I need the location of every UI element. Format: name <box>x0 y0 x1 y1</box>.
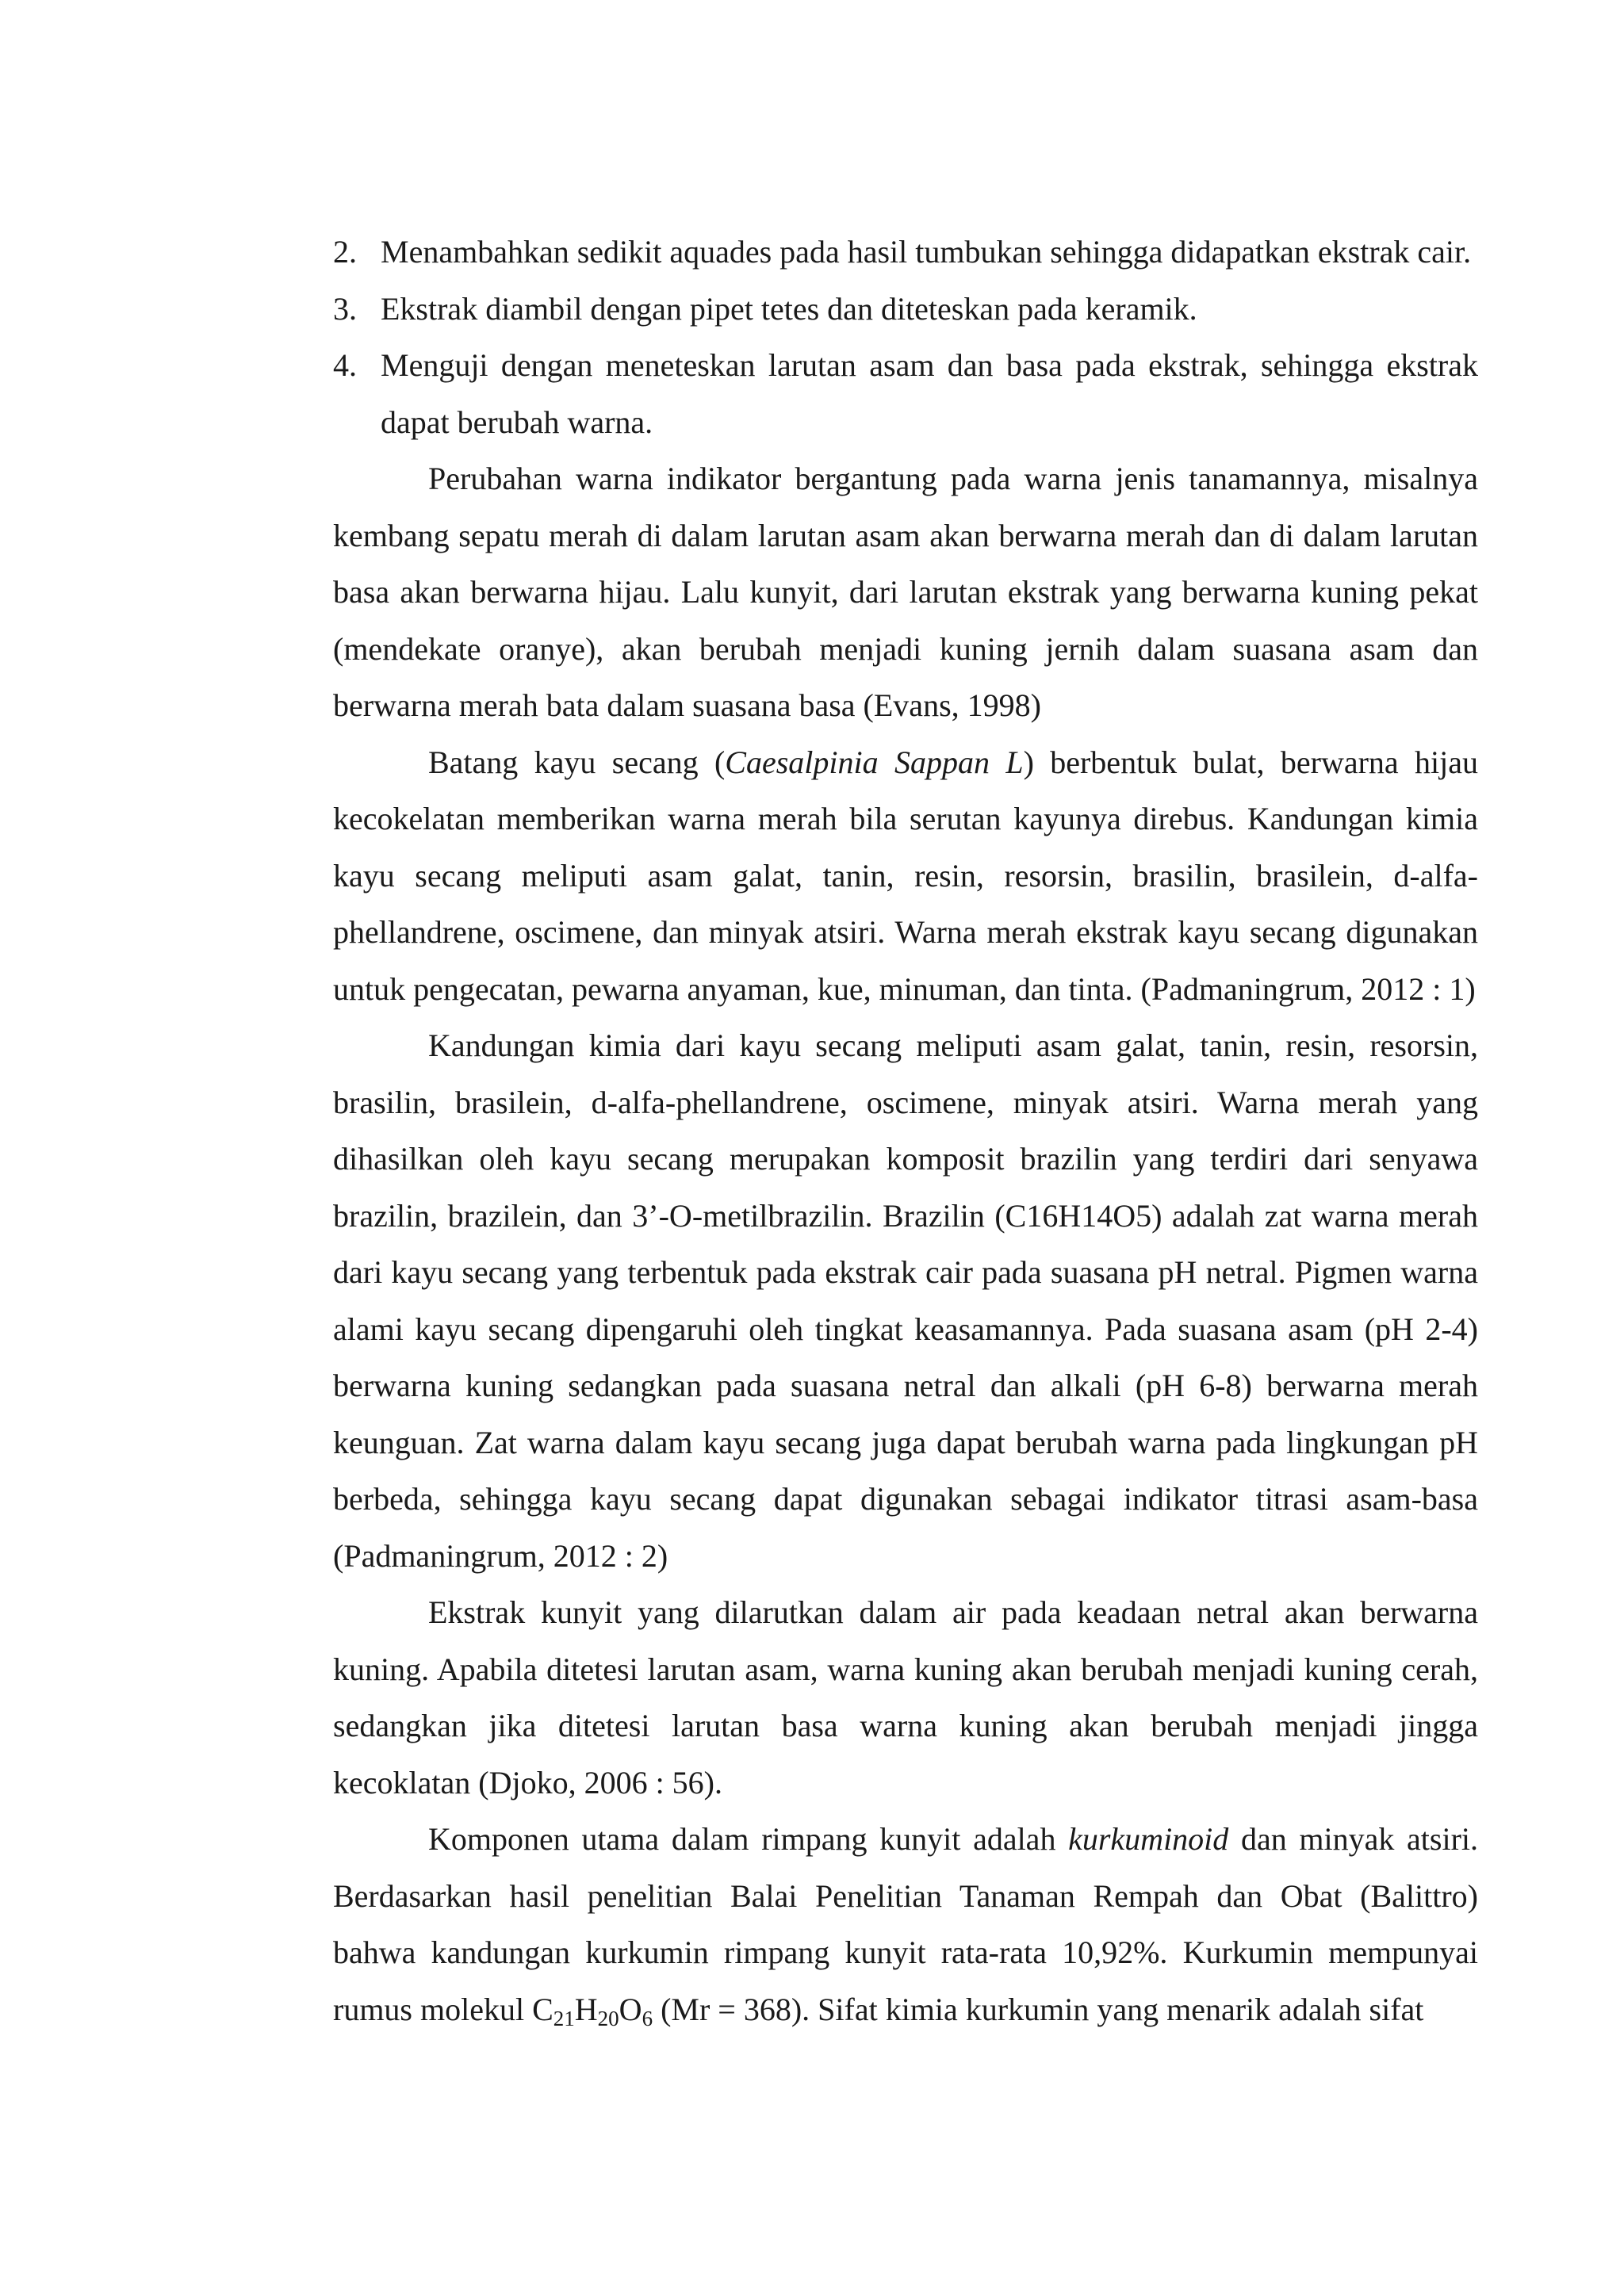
text-run: ) berbentuk bulat, berwarna hijau kecokelatan memberikan warna merah bila serutan kayunya direbus. Kandungan kimia kayu secang meliputi asam galat, tanin, resin, resorsin, brasilin, brasilein, d-alfa-phellandrene, oscimene, dan minyak atsiri. Warna merah ekstrak kayu secang digunakan untuk pengecatan, pewarna anyaman, kue, minuman, dan tinta. (Padmaningrum, 2012 : 1) <box>333 744 1478 1007</box>
text-run: dan minyak atsiri. Berdasarkan hasil penelitian Balai Penelitian Tanaman Rempah dan Obat (Balittro) bahwa kandungan kurkumin rimpang kunyit rata-rata 10,92%. Kurkumin mempunyai rumus molekul <box>333 1821 1479 2027</box>
list-number: 3. <box>333 290 357 327</box>
compound-name: kurkuminoid <box>1068 1821 1229 1857</box>
list-item <box>333 337 1478 450</box>
body-text <box>333 224 1478 2038</box>
list-item <box>333 224 1478 281</box>
paragraph-kurkumin <box>333 1811 1478 2038</box>
molecular-formula <box>532 1991 653 2030</box>
paragraph-secang-description <box>333 734 1478 1018</box>
formula-element: O <box>619 1991 642 2027</box>
text-run: (Mr = 368). Sifat kimia kurkumin yang menarik adalah sifat <box>653 1991 1424 2027</box>
text-run: Komponen utama dalam rimpang kunyit adalah <box>428 1821 1069 1857</box>
formula-element: H <box>574 1991 598 2027</box>
paragraph-secang-chemistry: Kandungan kimia dari kayu secang meliputi asam galat, tanin, resin, resorsin, brasilin, brasilein, d-alfa-phellandrene, oscimene, minyak atsiri. Warna merah yang dihasilkan oleh kayu secang merupakan komposit brazilin yang terdiri dari senyawa brazilin, brazilein, dan 3’-O-metilbrazilin. Brazilin (C16H14O5) adalah zat warna merah dari kayu secang yang terbentuk pada ekstrak cair pada suasana pH netral. Pigmen warna alami kayu secang dipengaruhi oleh tingkat keasamannya. Pada suasana asam (pH 2-4) berwarna kuning sedangkan pada suasana netral dan alkali (pH 6-8) berwarna merah keunguan. Zat warna dalam kayu secang juga dapat berubah warna pada lingkungan pH berbeda, sehingga kayu secang dapat digunakan sebagai indikator titrasi asam-basa (Padmaningrum, 2012 : 2) <box>333 1027 1478 1574</box>
formula-subscript: 20 <box>597 2006 619 2030</box>
list-number: 2. <box>333 234 357 270</box>
formula-subscript: 21 <box>553 2006 575 2030</box>
species-name: Caesalpinia Sappan L <box>725 744 1024 780</box>
list-text: Menambahkan sedikit aquades pada hasil tumbukan sehingga didapatkan ekstrak cair. <box>381 234 1472 270</box>
text-run: Batang kayu secang ( <box>428 744 726 780</box>
list-text: Ekstrak diambil dengan pipet tetes dan diteteskan pada keramik. <box>381 290 1197 327</box>
list-number: 4. <box>333 347 357 383</box>
paragraph-indicator-color: Perubahan warna indikator bergantung pada warna jenis tanamannya, misalnya kembang sepatu merah di dalam larutan asam akan berwarna merah dan di dalam larutan basa akan berwarna hijau. Lalu kunyit, dari larutan ekstrak yang berwarna kuning pekat (mendekate oranye), akan berubah menjadi kuning jernih dalam suasana asam dan berwarna merah bata dalam suasana basa (Evans, 1998) <box>333 461 1478 723</box>
formula-element: C <box>532 1991 553 2027</box>
formula-subscript: 6 <box>642 2006 653 2030</box>
list-item <box>333 281 1478 338</box>
paragraph-kunyit-extract: Ekstrak kunyit yang dilarutkan dalam air pada keadaan netral akan berwarna kuning. Apabila ditetesi larutan asam, warna kuning akan berubah menjadi kuning cerah, sedangkan jika ditetesi larutan basa warna kuning akan berubah menjadi jingga kecoklatan (Djoko, 2006 : 56). <box>333 1594 1478 1800</box>
list-text: Menguji dengan meneteskan larutan asam dan basa pada ekstrak, sehingga ekstrak dapat berubah warna. <box>381 347 1478 440</box>
